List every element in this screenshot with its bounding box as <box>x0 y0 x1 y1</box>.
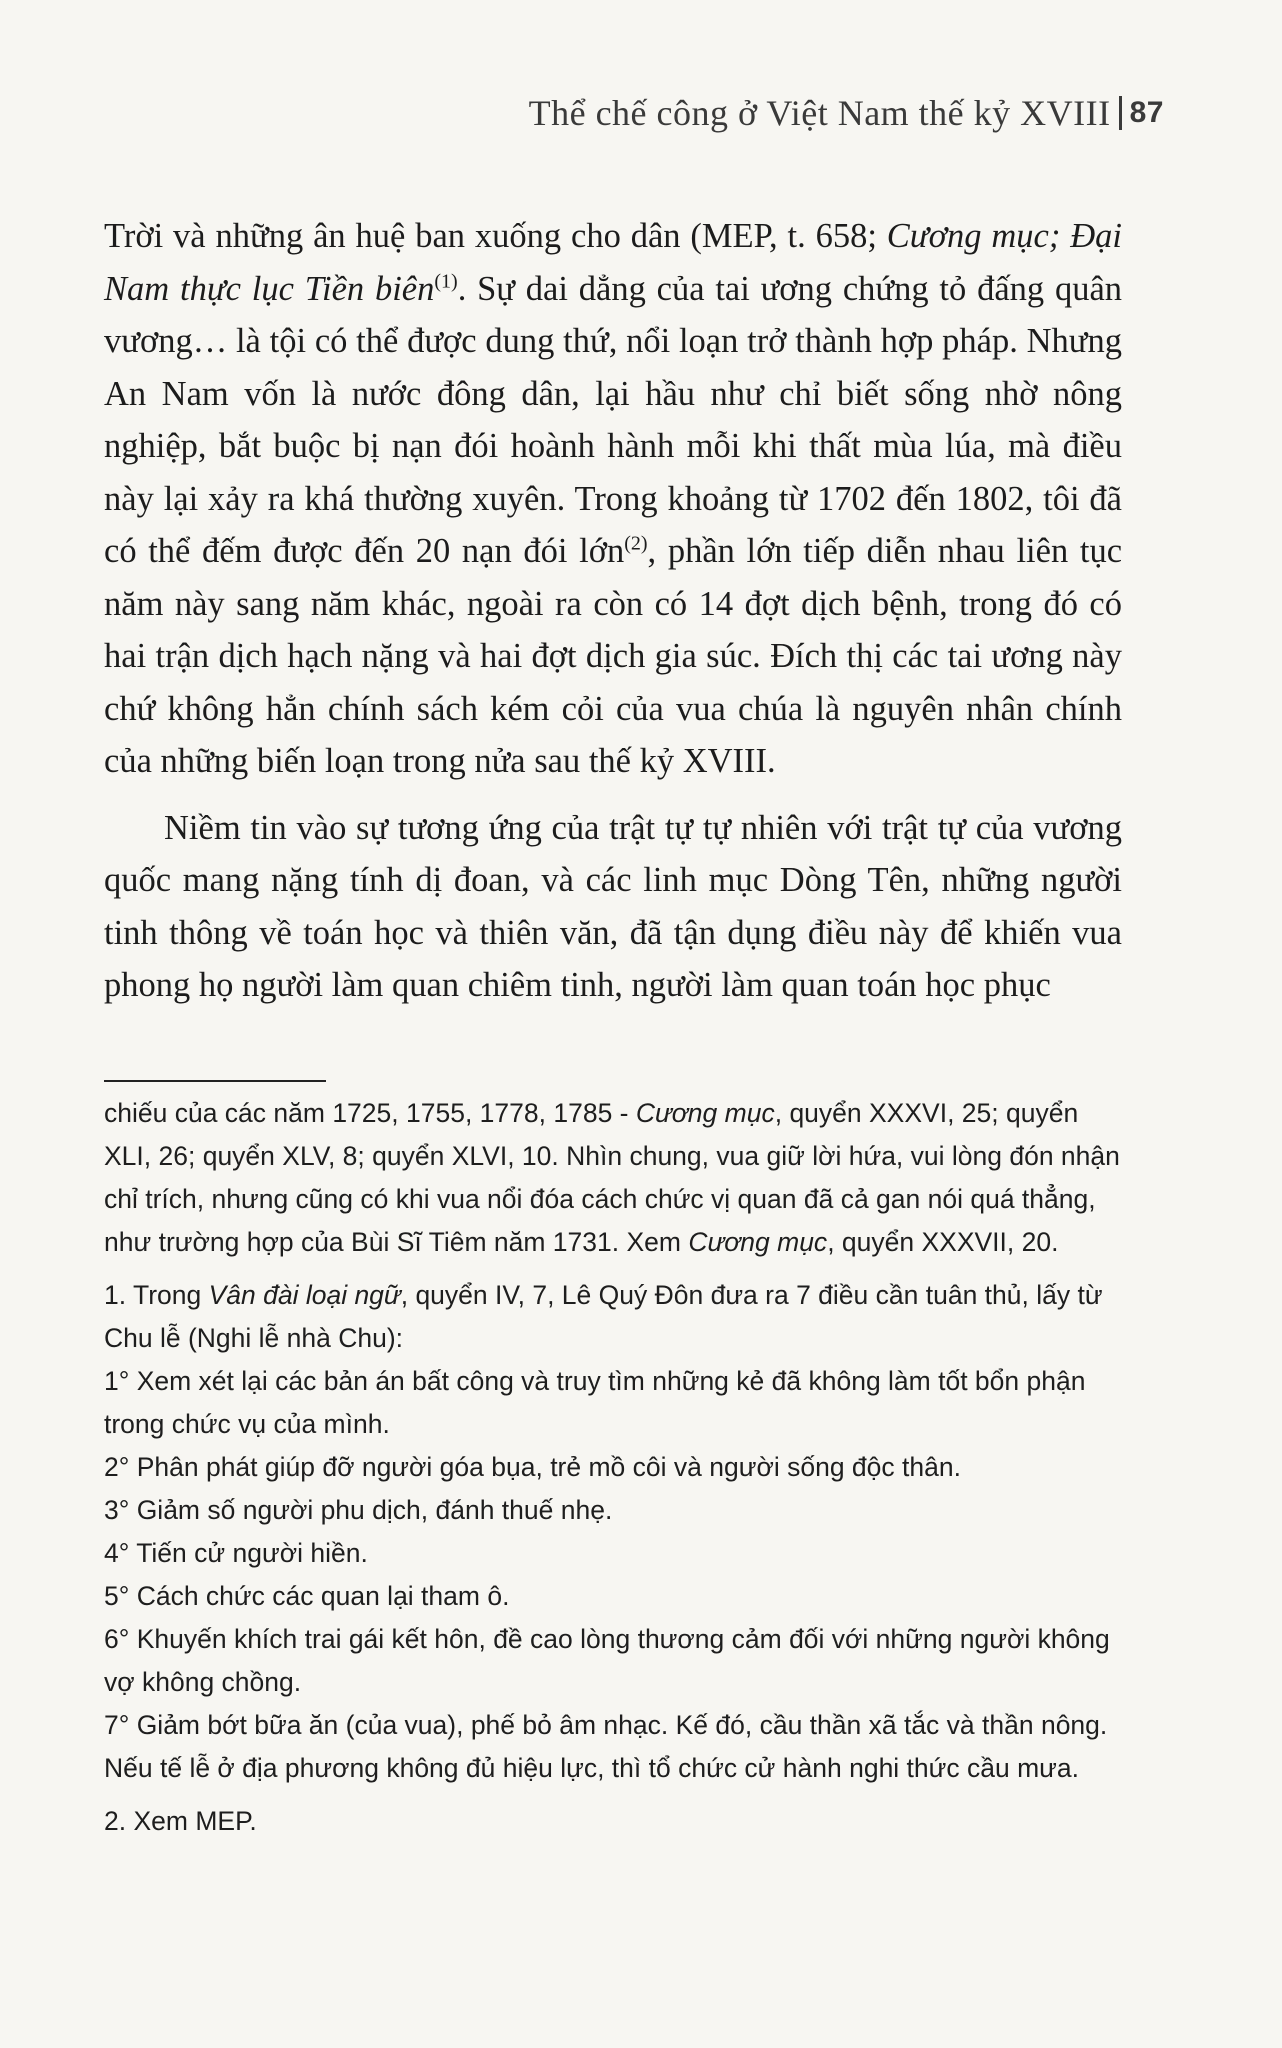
main-text <box>104 210 1122 1012</box>
footnote-1 <box>104 1274 1122 1360</box>
paragraph-2: Niềm tin vào sự tương ứng của trật tự tự nhiên với trật tự của vương quốc mang nặng tính dị đoan, và các linh mục Dòng Tên, những người tinh thông về toán học và thiên văn, đã tận dụng điều này để khiến vua phong họ người làm quan chiêm tinh, người làm quan toán học phục <box>104 808 1122 1004</box>
footnote-rule <box>104 1080 326 1082</box>
footnote-continued <box>104 1092 1122 1264</box>
paragraph-1 <box>104 210 1122 788</box>
footnote-1-item-1: 1° Xem xét lại các bản án bất công và truy tìm những kẻ đã không làm tốt bổn phận trong chức vụ của mình. <box>104 1366 1086 1439</box>
footnote-1-item-7: 7° Giảm bớt bữa ăn (của vua), phế bỏ âm nhạc. Kế đó, cầu thần xã tắc và thần nông. Nếu tế lễ ở địa phương không đủ hiệu lực, thì tổ chức cử hành nghi thức cầu mưa. <box>104 1710 1108 1783</box>
fn1-text-2: , quyển IV, 7, Lê Quý Đôn đưa ra 7 điều cần tuân thủ, lấy từ Chu lễ (Nghi lễ nhà Chu): <box>104 1280 1103 1353</box>
footnote-1-item-4: 4° Tiến cử người hiền. <box>104 1538 368 1568</box>
fn-cont-text-1: chiếu của các năm 1725, 1755, 1778, 1785 - <box>104 1098 636 1128</box>
p1-italic-ref: Cương mục; Đại Nam thực lục Tiền biên <box>104 217 1122 308</box>
footnote-1-item-2: 2° Phân phát giúp đỡ người góa bụa, trẻ mồ côi và người sống độc thân. <box>104 1452 961 1482</box>
fn1-italic: Vân đài loại ngữ <box>208 1280 401 1310</box>
footnotes <box>104 1092 1122 1843</box>
fn-cont-italic-1: Cương mục <box>635 1098 775 1128</box>
running-title: Thể chế công ở Việt Nam thế kỷ XVIII <box>528 93 1111 133</box>
page-number: 87 <box>1129 96 1164 129</box>
footnote-2: 2. Xem MEP. <box>104 1806 257 1836</box>
p1-text-3: , phần lớn tiếp diễn nhau liên tục năm này sang năm khác, ngoài ra còn có 14 đợt dịch bệnh, trong đó có hai trận dịch hạch nặng và hai đợt dịch gia súc. Đích thị các tai ương này chứ không hẳn chính sách kém cỏi của vua chúa là nguyên nhân chính của những biến loạn trong nửa sau thế kỷ XVIII. <box>104 532 1123 780</box>
footnote-1-item-3: 3° Giảm số người phu dịch, đánh thuế nhẹ. <box>104 1495 613 1525</box>
footnote-ref-1: (1) <box>434 270 458 292</box>
footnote-ref-2: (2) <box>624 532 648 555</box>
fn-cont-italic-2: Cương mục <box>688 1227 828 1257</box>
p1-text-2: . Sự dai dẳng của tai ương chứng tỏ đấng quân vương… là tội có thể được dung thứ, nổi loạn trở thành hợp pháp. Nhưng An Nam vốn là nước đông dân, lại hầu như chỉ biết sống nhờ nông nghiệp, bắt buộc bị nạn đói hoành hành mỗi khi thất mùa lúa, mà điều này lại xảy ra khá thường xuyên. Trong khoảng từ 1702 đến 1802, tôi đã có thể đếm được đến 20 nạn đói lớn <box>104 269 1123 570</box>
footnote-1-item-6: 6° Khuyến khích trai gái kết hôn, đề cao lòng thương cảm đối với những người không vợ không chồng. <box>104 1624 1110 1697</box>
fn-cont-text-2: , quyển XXXVI, 25; quyển XLI, 26; quyển XLV, 8; quyển XLVI, 10. Nhìn chung, vua giữ lời hứa, vui lòng đón nhận chỉ trích, nhưng cũng có khi vua nổi đóa cách chức vị quan đã cả gan nói quá thẳng, như trường hợp của Bùi Sĩ Tiêm năm 1731. Xem <box>104 1098 1120 1257</box>
fn1-text-1: 1. Trong <box>104 1280 209 1310</box>
running-header <box>529 92 1164 134</box>
p1-text-1: Trời và những ân huệ ban xuống cho dân (MEP, t. 658; <box>104 217 887 255</box>
fn-cont-text-3: , quyển XXXVII, 20. <box>827 1227 1059 1257</box>
footnote-1-item-5: 5° Cách chức các quan lại tham ô. <box>104 1581 510 1611</box>
header-separator <box>1119 96 1122 130</box>
